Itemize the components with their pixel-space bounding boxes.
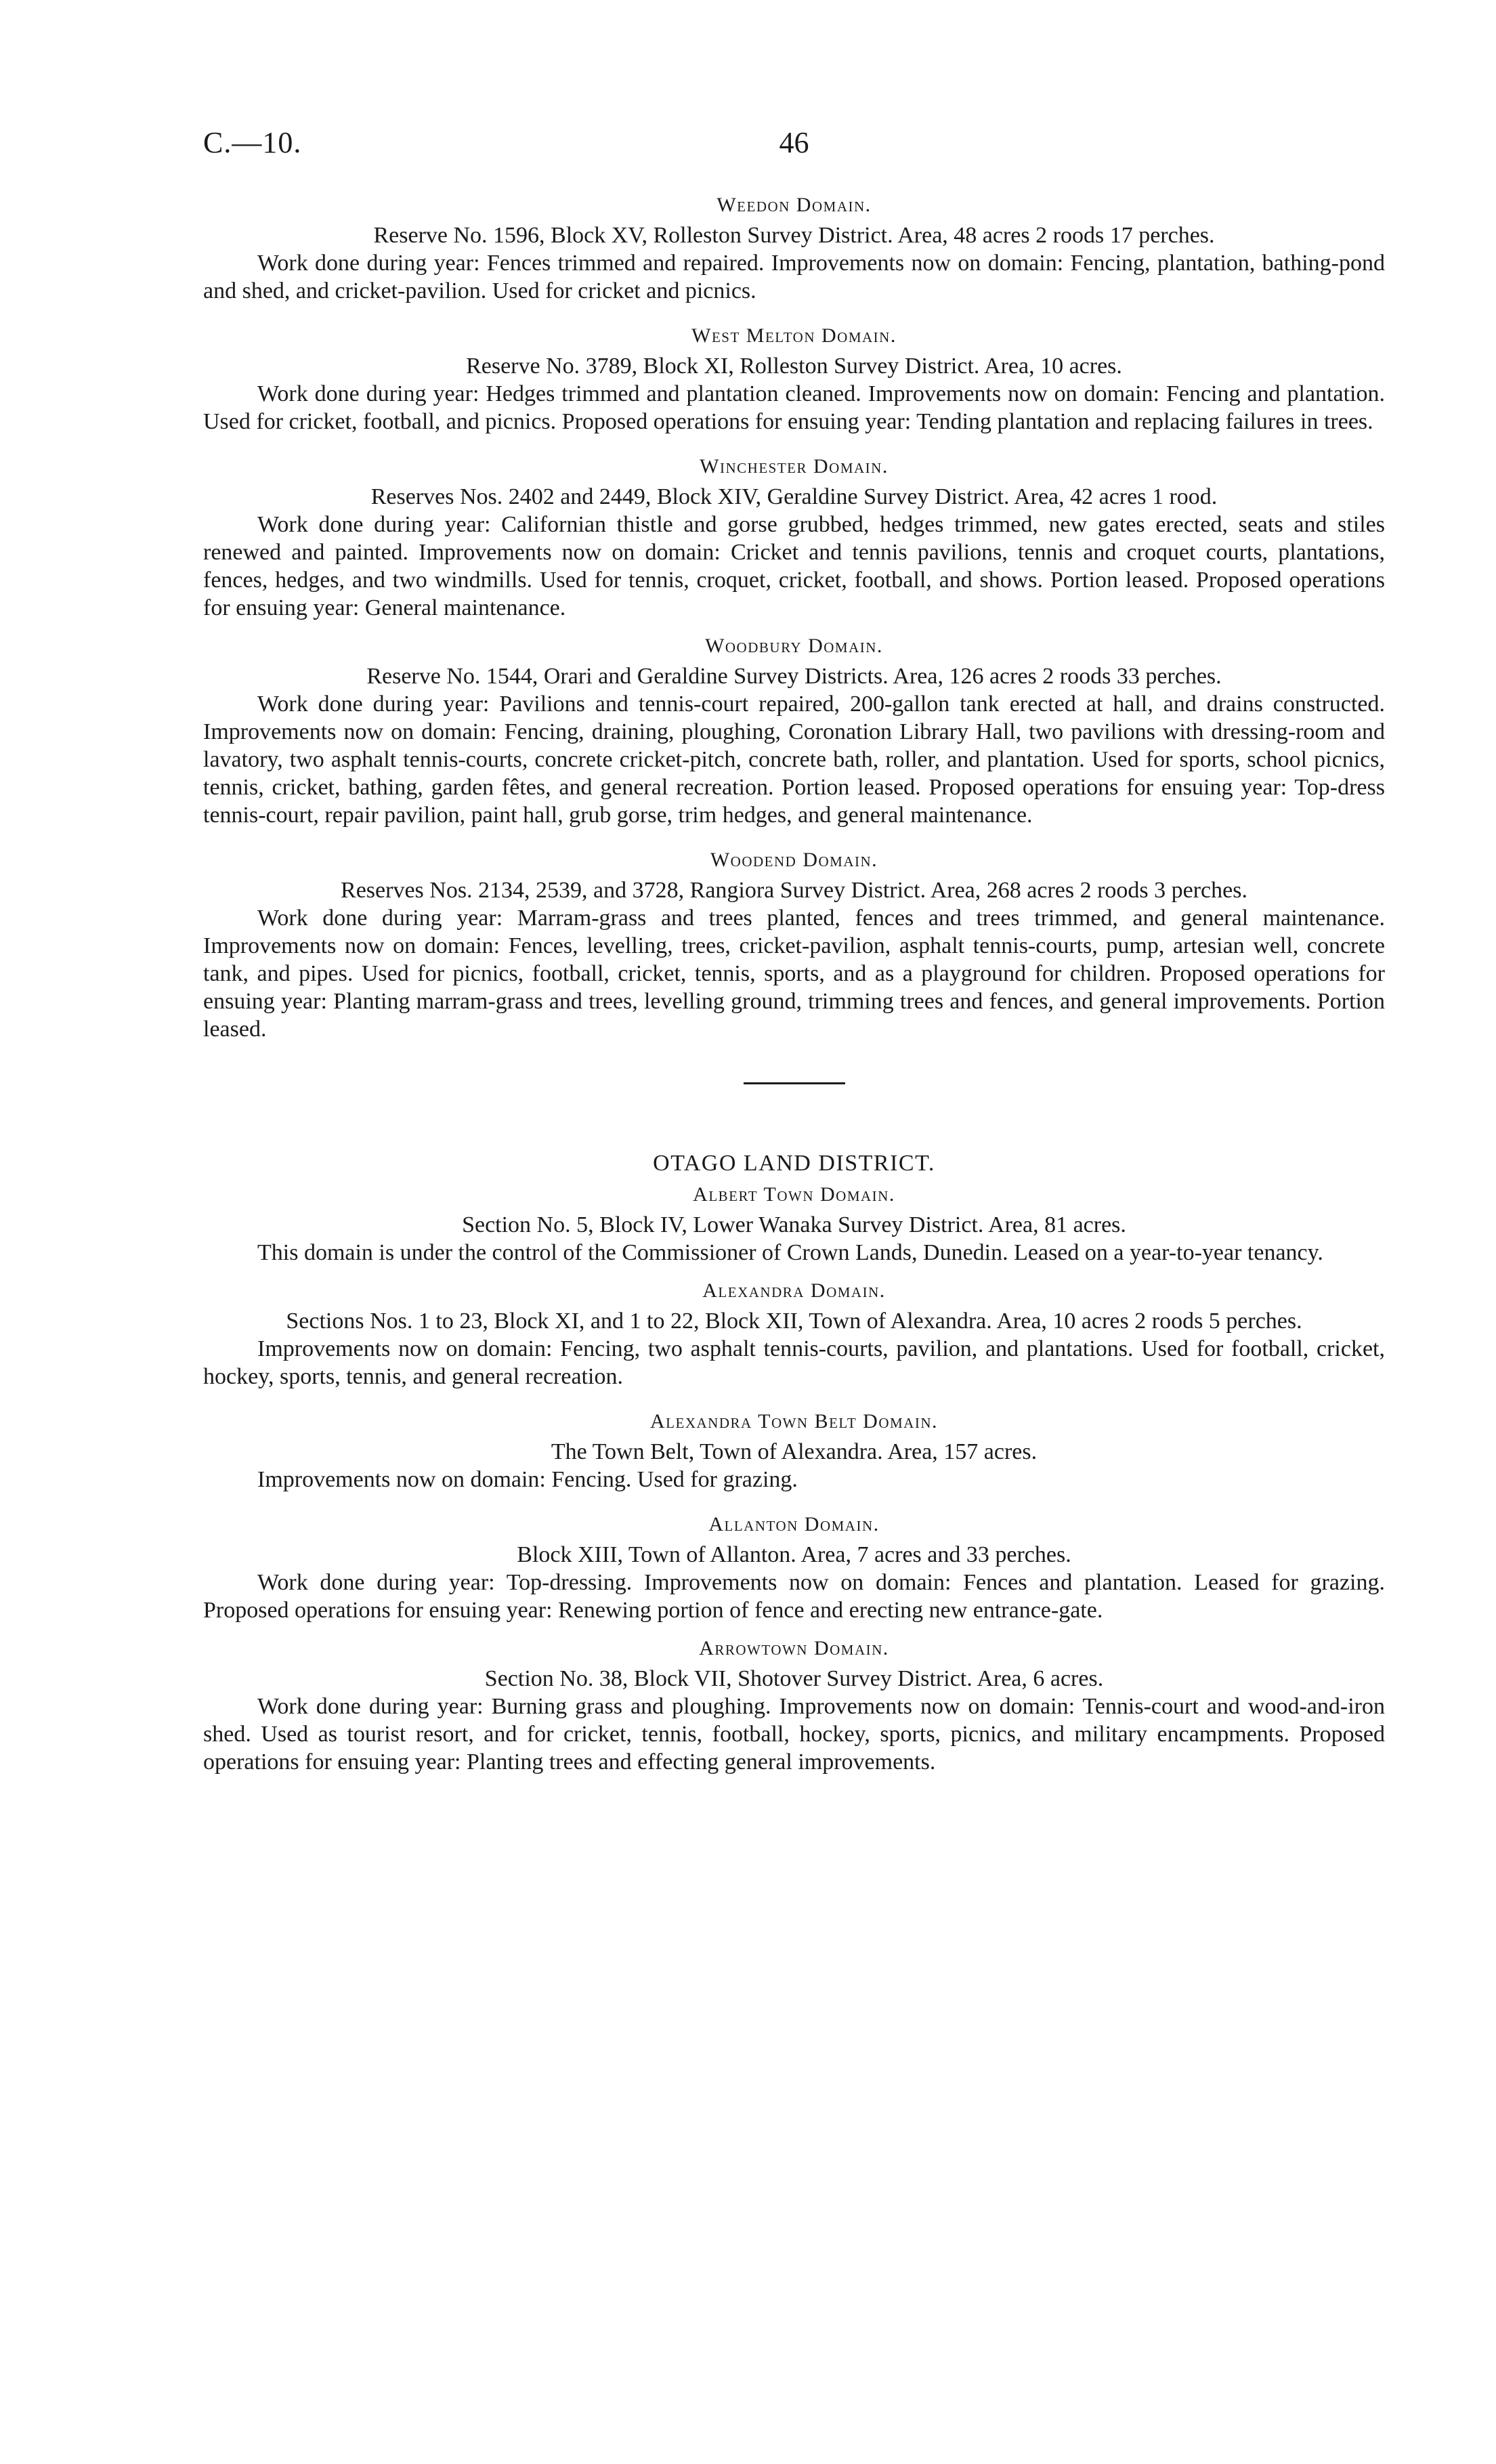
- domain-entry: [203, 322, 1385, 436]
- domain-entry: [203, 1181, 1385, 1267]
- domain-title: Arrowtown Domain.: [699, 1637, 889, 1659]
- domain-description: Work done during year: Californian thistle and gorse grubbed, hedges trimmed, new gates erected, seats and stiles renewed and painted. Improvements now on domain: Cricket and tennis pavilions, tennis and croquet courts, plantations, fences, hedges, and two windmills. Used for tennis, croquet, cricket, football, and shows. Portion leased. Proposed operations for ensuing year: General maintenance.: [203, 512, 1385, 620]
- domain-entry: [203, 192, 1385, 305]
- domain-description: Work done during year: Pavilions and tennis-court repaired, 200-gallon tank erected at hall, and drains constructed. Improvements now on domain: Fencing, draining, ploughing, Coronation Library Hall, two pavilions with dressing-room and lavatory, two asphalt tennis-courts, concrete cricket-pitch, concrete bath, roller, and plantation. Used for sports, school picnics, tennis, cricket, bathing, garden fêtes, and general recreation. Portion leased. Proposed operations for ensuing year: Top-dress tennis-court, repair pavilion, paint hall, grub gorse, trim hedges, and general maintenance.: [203, 692, 1385, 828]
- domain-title: West Melton Domain.: [691, 324, 897, 347]
- domain-title: Woodbury Domain.: [705, 635, 883, 657]
- domain-reserve: Reserve No. 1596, Block XV, Rolleston Survey District. Area, 48 acres 2 roods 17 perches.: [373, 223, 1215, 248]
- domain-title: Albert Town Domain.: [693, 1183, 895, 1206]
- domain-description: Work done during year: Top-dressing. Improvements now on domain: Fences and plantation. Leased for grazing. Proposed operations for ensuing year: Renewing portion of fence and erecting new entrance-gate.: [203, 1570, 1385, 1623]
- domain-reserve: Reserves Nos. 2134, 2539, and 3728, Rangiora Survey District. Area, 268 acres 2 roods 3 perches.: [341, 878, 1247, 903]
- domain-entry: [203, 633, 1385, 829]
- domain-entry: [203, 1635, 1385, 1776]
- domain-description: Improvements now on domain: Fencing. Used for grazing.: [257, 1467, 798, 1492]
- domain-reserve: Section No. 38, Block VII, Shotover Survey District. Area, 6 acres.: [484, 1666, 1104, 1691]
- domain-reserve: Sections Nos. 1 to 23, Block XI, and 1 to 22, Block XII, Town of Alexandra. Area, 10 acres 2 roods 5 perches.: [286, 1309, 1302, 1334]
- domain-description: Work done during year: Burning grass and ploughing. Improvements now on domain: Tennis-court and wood-and-iron shed. Used as tourist resort, and for cricket, tennis, football, hockey, sports, picnics, and military encampments. Proposed operations for ensuing year: Planting trees and effecting general improvements.: [203, 1694, 1385, 1775]
- domain-description: Improvements now on domain: Fencing, two asphalt tennis-courts, pavilion, and plantations. Used for football, cricket, hockey, sports, tennis, and general recreation.: [203, 1336, 1385, 1389]
- domain-reserve: Section No. 5, Block IV, Lower Wanaka Survey District. Area, 81 acres.: [462, 1212, 1126, 1237]
- domain-reserve: The Town Belt, Town of Alexandra. Area, 157 acres.: [551, 1439, 1038, 1464]
- domain-reserve: Reserve No. 1544, Orari and Geraldine Survey Districts. Area, 126 acres 2 roods 33 perches.: [366, 664, 1222, 689]
- domain-description: This domain is under the control of the Commissioner of Crown Lands, Dunedin. Leased on a year-to-year tenancy.: [257, 1240, 1323, 1265]
- page-content: [203, 192, 1385, 1776]
- domain-description: Work done during year: Marram-grass and trees planted, fences and trees trimmed, and general maintenance. Improvements now on domain: Fences, levelling, trees, cricket-pavilion, asphalt tennis-courts, pump, artesian well, concrete tank, and pipes. Used for picnics, football, cricket, tennis, sports, and as a playground for children. Proposed operations for ensuing year: Planting marram-grass and trees, levelling ground, trimming trees and fences, and general improvements. Portion leased.: [203, 906, 1385, 1042]
- domain-title: Allanton Domain.: [708, 1513, 880, 1535]
- domain-title: Weedon Domain.: [717, 194, 872, 216]
- page-number: 46: [779, 126, 809, 159]
- domain-entry: [203, 1277, 1385, 1390]
- domain-title: Alexandra Domain.: [702, 1279, 886, 1302]
- domain-reserve: Reserve No. 3789, Block XI, Rolleston Survey District. Area, 10 acres.: [466, 354, 1122, 379]
- page-header: [203, 125, 1385, 166]
- domain-entry: [203, 847, 1385, 1043]
- domain-entry: [203, 453, 1385, 622]
- domain-description: Work done during year: Hedges trimmed and plantation cleaned. Improvements now on domain: Fencing and plantation. Used for cricket, football, and picnics. Proposed operations for ensuing year: Tending plantation and replacing failures in trees.: [203, 381, 1385, 434]
- section-divider: [744, 1082, 845, 1084]
- district-heading: OTAGO LAND DISTRICT.: [653, 1151, 935, 1176]
- domain-reserve: Block XIII, Town of Allanton. Area, 7 acres and 33 perches.: [517, 1542, 1071, 1567]
- domain-description: Work done during year: Fences trimmed and repaired. Improvements now on domain: Fencing, plantation, bathing-pond and shed, and cricket-pavilion. Used for cricket and picnics.: [203, 251, 1385, 303]
- domain-title: Alexandra Town Belt Domain.: [650, 1410, 938, 1432]
- domain-title: Winchester Domain.: [700, 455, 889, 477]
- document-reference: C.—10.: [203, 126, 302, 159]
- domain-entry: [203, 1511, 1385, 1624]
- domain-reserve: Reserves Nos. 2402 and 2449, Block XIV, Geraldine Survey District. Area, 42 acres 1 rood.: [370, 484, 1218, 509]
- domain-entry: [203, 1408, 1385, 1493]
- domain-title: Woodend Domain.: [710, 849, 878, 871]
